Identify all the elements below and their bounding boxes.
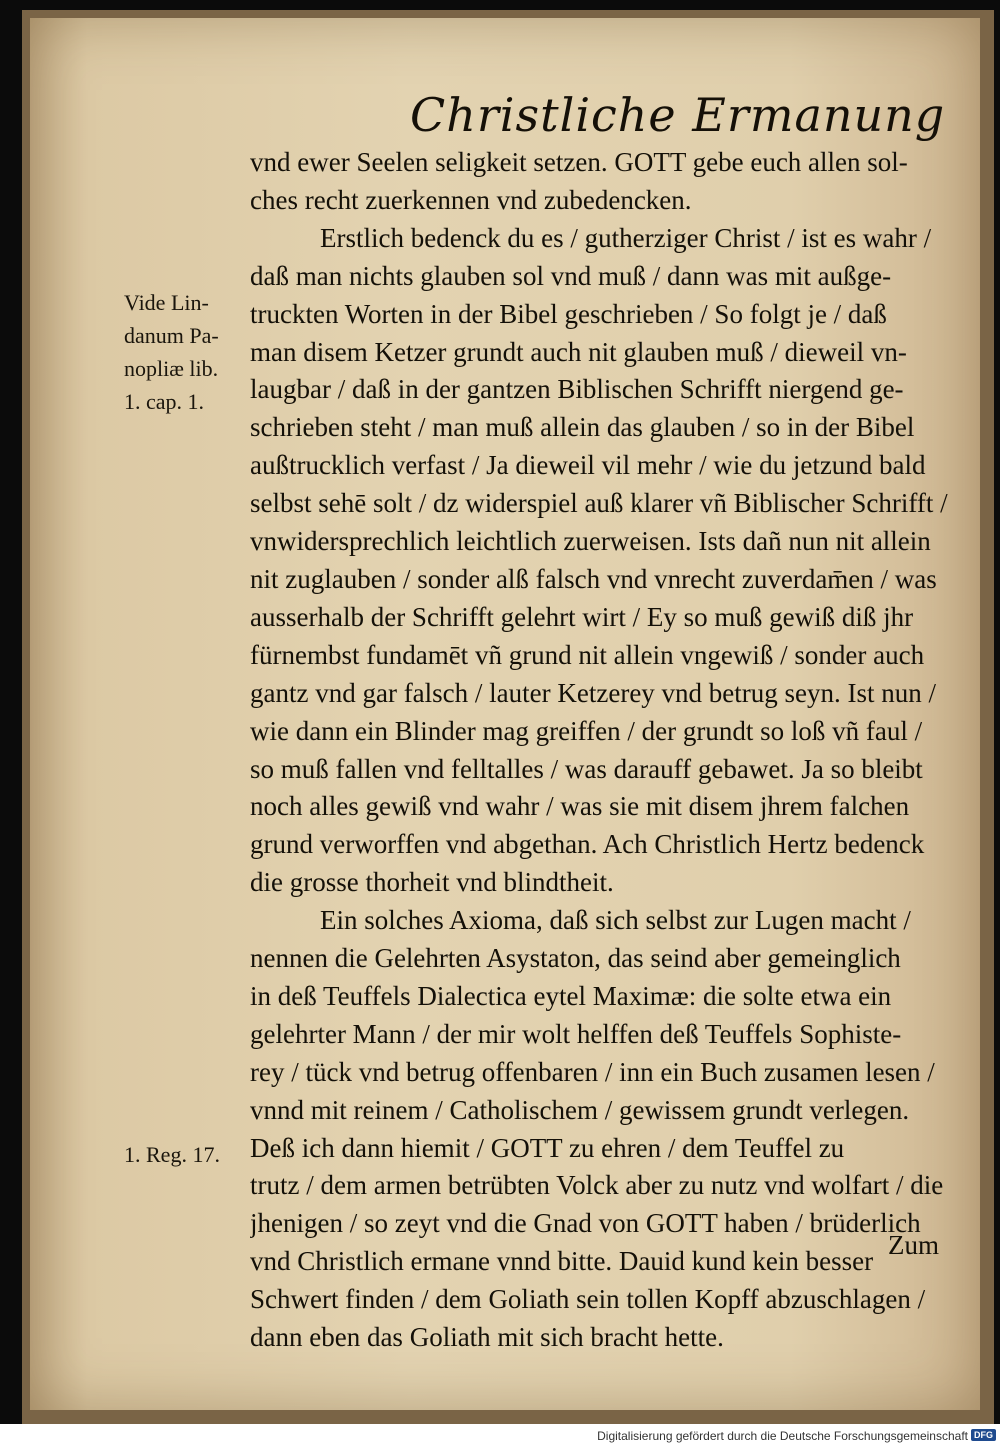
page-surface [30, 18, 980, 1410]
text-line: vnd Christlich ermane vnnd bitte. Dauid kund kein besser [250, 1246, 874, 1277]
text-line: wie dann ein Blinder mag greiffen / der grundt so loß vñ faul / [250, 715, 923, 746]
text-line: außtrucklich verfast / Ja dieweil vil mehr / wie du jetzund bald [250, 450, 926, 481]
margin-note-line: Vide Lin- [124, 290, 209, 315]
footer-bar [0, 1424, 1000, 1447]
text-line: schrieben steht / man muß allein das glauben / so in der Bibel [250, 412, 915, 443]
text-line: rey / tück vnd betrug offenbaren / inn ein Buch zusamen lesen / [250, 1056, 935, 1087]
text-line: vnwidersprechlich leichtlich zuerweisen. Ists dañ nun nit allein [250, 526, 931, 557]
text-line: noch alles gewiß vnd wahr / was sie mit disem jhrem falchen [250, 791, 910, 822]
text-line: vnnd mit reinem / Catholischem / gewissem grundt verlegen. [250, 1094, 910, 1125]
margin-note-line: nopliæ lib. [124, 356, 219, 381]
text-line: gelehrter Mann / der mir wolt helffen deß Teuffels Sophiste- [250, 1018, 902, 1049]
text-line: Deß ich dann hiemit / GOTT zu ehren / dem Teuffel zu [250, 1132, 845, 1163]
margin-note-reg [124, 1138, 244, 1171]
text-line: ausserhalb der Schrifft gelehrt wirt / Ey so muß gewiß diß jhr [250, 601, 914, 632]
margin-note-line: 1. cap. 1. [124, 389, 205, 414]
text-line: jhenigen / so zeyt vnd die Gnad von GOTT haben / brüderlich [250, 1208, 921, 1239]
margin-note-line: 1. Reg. 17. [124, 1142, 220, 1167]
text-line: trutz / dem armen betrübten Volck aber zu nutz vnd wolfart / die [250, 1170, 944, 1201]
text-line: Erstlich bedenck du es / gutherziger Christ / ist es wahr / [320, 222, 932, 253]
dfg-logo: DFG [971, 1429, 996, 1441]
text-line: fürnembst fundamēt vñ grund nit allein vngewiß / sonder auch [250, 639, 925, 670]
funding-credit: Digitalisierung gefördert durch die Deutsche Forschungsgemeinschaft [597, 1429, 968, 1443]
text-line: nit zuglauben / sonder alß falsch vnd vnrecht zuverdam̄en / was [250, 563, 937, 594]
text-line: laugbar / daß in der gantzen Biblischen Schrifft niergend ge- [250, 374, 904, 405]
text-line: die grosse thorheit vnd blindtheit. [250, 867, 614, 898]
margin-note-line: danum Pa- [124, 323, 219, 348]
text-line: ches recht zuerkennen vnd zubedencken. [250, 184, 692, 215]
text-line: grund verworffen vnd abgethan. Ach Christlich Hertz bedenck [250, 829, 925, 860]
text-line: Ein solches Axioma, daß sich selbst zur Lugen macht / [320, 905, 911, 936]
book-leaf [22, 10, 994, 1424]
text-line: man disem Ketzer grundt auch nit glauben muß / dieweil vn- [250, 336, 907, 367]
text-line: in deß Teuffels Dialectica eytel Maximæ: die solte etwa ein [250, 980, 892, 1011]
text-line: dann eben das Goliath mit sich bracht hette. [250, 1322, 724, 1353]
text-line: truckten Worten in der Bibel geschrieben / So folgt je / daß [250, 298, 887, 329]
margin-note-lindanus [124, 286, 244, 418]
text-line: vnd ewer Seelen seligkeit setzen. GOTT gebe euch allen sol- [250, 147, 908, 177]
text-line: nennen die Gelehrten Asystaton, das seind aber gemeinglich [250, 943, 901, 974]
text-line: so muß fallen vnd felltalles / was darauff gebawet. Ja so bleibt [250, 753, 923, 784]
text-line: daß man nichts glauben sol vnd muß / dann was mit außge- [250, 260, 892, 291]
running-head: Christliche Ermanung [410, 88, 946, 142]
catchword: Zum [888, 1230, 939, 1260]
body-text [250, 144, 950, 1357]
text-line: selbst sehē solt / dz widerspiel auß klarer vñ Biblischer Schrifft / [250, 488, 948, 519]
text-line: gantz vnd gar falsch / lauter Ketzerey vnd betrug seyn. Ist nun / [250, 677, 937, 708]
text-line: Schwert finden / dem Goliath sein tollen Kopff abzuschlagen / [250, 1284, 926, 1315]
